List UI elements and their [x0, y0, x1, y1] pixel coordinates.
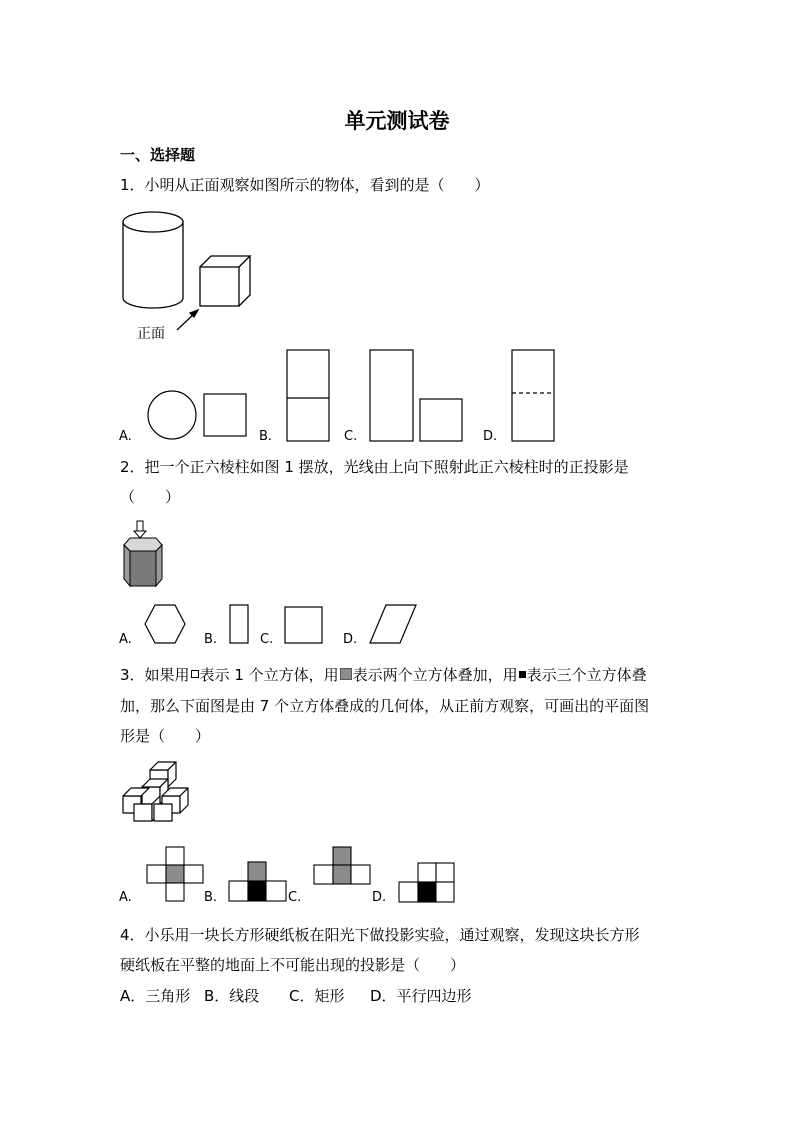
q3-option-c-grid [313, 846, 373, 888]
q3-option-c-label: C. [288, 890, 302, 905]
q1-option-d-figure [511, 349, 557, 444]
q2-option-b-rectangle [229, 604, 251, 646]
q3-option-b-label: B. [204, 890, 218, 905]
q1-option-d-label: D. [483, 429, 498, 444]
q2-option-d-label: D. [343, 632, 358, 647]
q2-option-a-hexagon [143, 603, 187, 645]
q3-line1-part-b: 表示 1 个立方体，用 [199, 666, 339, 684]
q3-option-d-grid [398, 862, 458, 906]
q2-option-d-parallelogram [368, 603, 420, 645]
section-heading: 一、选择题 [120, 146, 196, 164]
q1-option-a-figure [145, 388, 250, 443]
q4-option-a: A．三角形 [120, 987, 191, 1005]
question-3-text-line1 [120, 665, 647, 685]
q2-option-b-label: B. [204, 632, 218, 647]
question-1-text: 1．小明从正面观察如图所示的物体，看到的是（ ） [120, 176, 490, 194]
question-4-text-line1: 4．小乐用一块长方形硬纸板在阳光下做投影实验，通过观察，发现这块长方形 [120, 926, 640, 944]
q1-option-c-figure [369, 349, 465, 444]
question-2-text-line2: （ ） [120, 488, 181, 506]
q2-option-c-square [284, 606, 326, 646]
q1-option-b-label: B. [259, 429, 273, 444]
q4-option-d: D．平行四边形 [370, 987, 472, 1005]
question-2-text-line1: 2．把一个正六棱柱如图 1 摆放，光线由上向下照射此正六棱柱时的正投影是 [120, 458, 629, 476]
q4-option-c: C．矩形 [289, 987, 345, 1005]
q3-option-d-label: D. [372, 890, 387, 905]
q1-option-b-figure [286, 349, 332, 444]
q3-option-b-grid [228, 861, 290, 906]
q2-option-a-label: A. [119, 632, 132, 647]
q1-option-c-label: C. [344, 429, 358, 444]
q3-line1-part-a: 3．如果用 [120, 666, 190, 684]
q3-option-a-grid [146, 846, 206, 906]
triple-cube-symbol-icon [519, 671, 526, 678]
q2-option-c-label: C. [260, 632, 274, 647]
front-label: 正面 [137, 326, 165, 342]
q4-option-b: B．线段 [204, 987, 260, 1005]
q3-option-a-label: A. [119, 890, 132, 905]
q3-line1-part-c: 表示两个立方体叠加，用 [352, 666, 518, 684]
q3-stacked-cubes-figure [118, 760, 196, 830]
q3-line1-part-d: 表示三个立方体叠 [526, 666, 647, 684]
question-3-text-line2: 加，那么下面图是由 7 个立方体叠成的几何体，从正前方观察，可画出的平面图 [120, 697, 650, 715]
q1-option-a-label: A. [119, 429, 132, 444]
double-cube-symbol-icon [340, 668, 352, 680]
single-cube-symbol-icon [191, 670, 199, 678]
q2-hexagonal-prism-figure [118, 519, 168, 591]
question-3-text-line3: 形是（ ） [120, 727, 211, 745]
page-title: 单元测试卷 [344, 109, 450, 133]
question-4-text-line2: 硬纸板在平整的地面上不可能出现的投影是（ ） [120, 956, 466, 974]
